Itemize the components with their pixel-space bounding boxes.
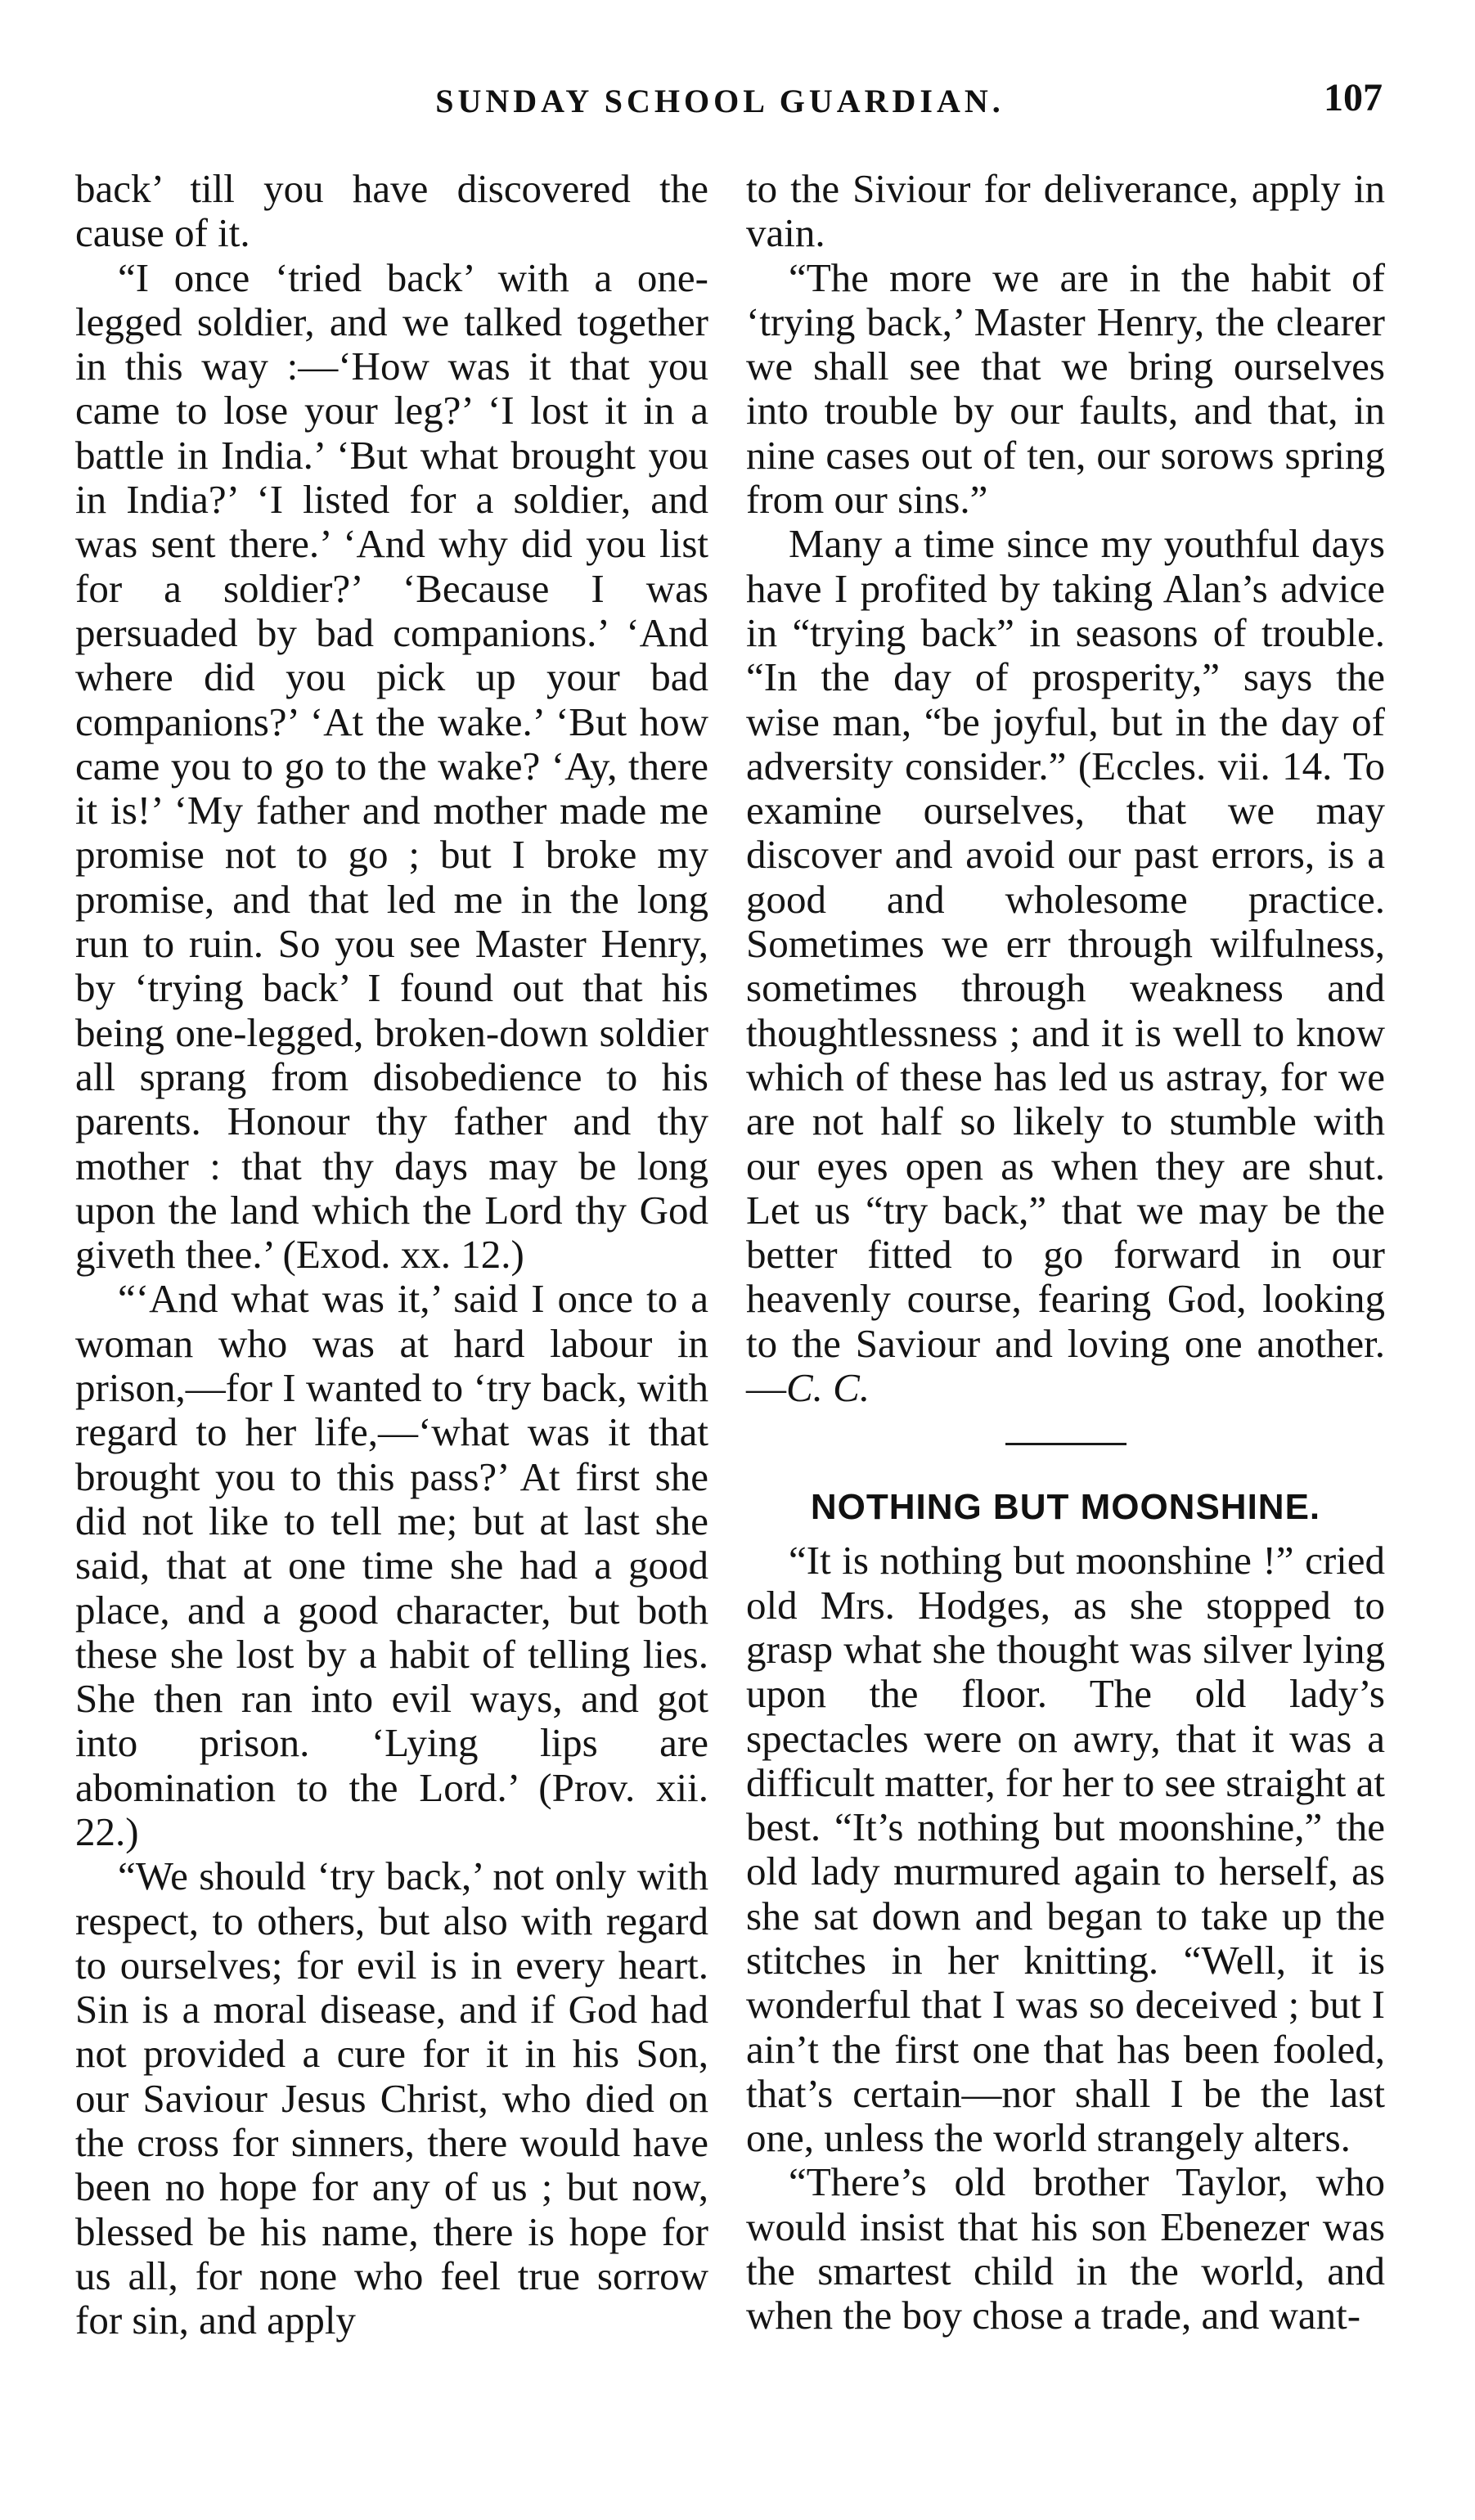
right-column (746, 167, 1385, 2338)
paragraph: “The more we are in the habit of ‘trying back,’ Master Henry, the clearer we shall see that we bring ourselves into trouble by our faults, and that, in nine cases out of ten, our sorows spring from our sins.” (746, 254, 1385, 523)
paragraph: “‘And what was it,’ said I once to a woman who was at hard labour in prison,—for I wanted to ‘try back, with regard to her life,—‘what was it that brought you to this pass?’ At first she did not like to tell me; but at last she said, that at one time she had a good place, and a good character, but both these she lost by a habit of telling lies. She then ran into evil ways, and got into prison. ‘Lying lips are abomination to the Lord.’ (Prov. xii. 22.) (75, 1276, 708, 1854)
paragraph: “We should ‘try back,’ not only with respect, to others, but also with regard to ourselves; for evil is in every heart. Sin is a moral disease, and if God had not provided a cure for it in his Son, our Saviour Jesus Christ, who died on the cross for sinners, there would have been no hope for any of us ; but now, blessed be his name, there is hope for us all, for none who feel true sorrow for sin, and apply (75, 1853, 708, 2343)
running-title: SUNDAY SCHOOL GUARDIAN. (435, 83, 1005, 119)
paragraph: “I once ‘tried back’ with a one-legged soldier, and we talked together in this way :—‘How was it that you came to lose your leg?’ ‘I lost it in a battle in India.’ ‘But what brought you in India?’ ‘I listed for a soldier, and was sent there.’ ‘And why did you list for a soldier?’ ‘Because I was persuaded by bad companions.’ ‘And where did you pick up your bad companions?’ ‘At the wake.’ ‘But how came you to go to the wake? ‘Ay, there it is!’ ‘My father and mother made me promise not to go ; but I broke my promise, and that led me in the long run to ruin. So you see Master Henry, by ‘trying back’ I found out that his being one-legged, broken-down soldier all sprang from disobedience to his parents. Honour thy father and thy mother : that thy days may be long upon the land which the Lord thy God giveth thee.’ (Exod. xx. 12.) (75, 254, 708, 1278)
author-signature: C. C. (786, 1365, 870, 1411)
paragraph: back’ till you have discovered the cause of it. (75, 166, 708, 256)
section-divider (1005, 1443, 1126, 1445)
section-heading: NOTHING BUT MOONSHINE. (810, 1487, 1321, 1528)
paragraph (746, 522, 1385, 1410)
page-number: 107 (1324, 76, 1383, 119)
paragraph: to the Siviour for deliverance, apply in vain. (746, 166, 1385, 256)
paragraph: “There’s old brother Taylor, who would insist that his son Ebenezer was the smartest child in the world, and when the boy chose a trade, and want- (746, 2159, 1385, 2338)
paragraph: “It is nothing but moonshine !” cried old Mrs. Hodges, as she stopped to grasp what she thought was silver lying upon the floor. The old lady’s spectacles were on awry, that it was a difficult matter, for her to see straight at best. “It’s nothing but moonshine,” the old lady murmured again to herself, as she sat down and began to take up the stitches in her knitting. “Well, it is wonderful that I was so deceived ; but I ain’t the first one that has been fooled, that’s certain—nor shall I be the last one, unless the world strangely alters. (746, 1538, 1385, 2161)
paragraph-text: Many a time since my youthful days have I profited by taking Alan’s advice in “trying back” in seasons of trouble. “In the day of prosperity,” says the wise man, “be joyful, but in the day of adversity consider.” (Eccles. vii. 14. To examine ourselves, that we may discover and avoid our past errors, is a good and wholesome practice. Sometimes we err through wilfulness, sometimes through weakness and thoughtlessness ; and it is well to know which of these has led us astray, for we are not half so likely to stumble with our eyes open as when they are shut. Let us “try back,” that we may be the better fitted to go forward in our heavenly course, fearing God, looking to the Saviour and loving one another.— (746, 521, 1385, 1411)
running-head (74, 75, 1383, 124)
left-column (75, 167, 708, 2343)
